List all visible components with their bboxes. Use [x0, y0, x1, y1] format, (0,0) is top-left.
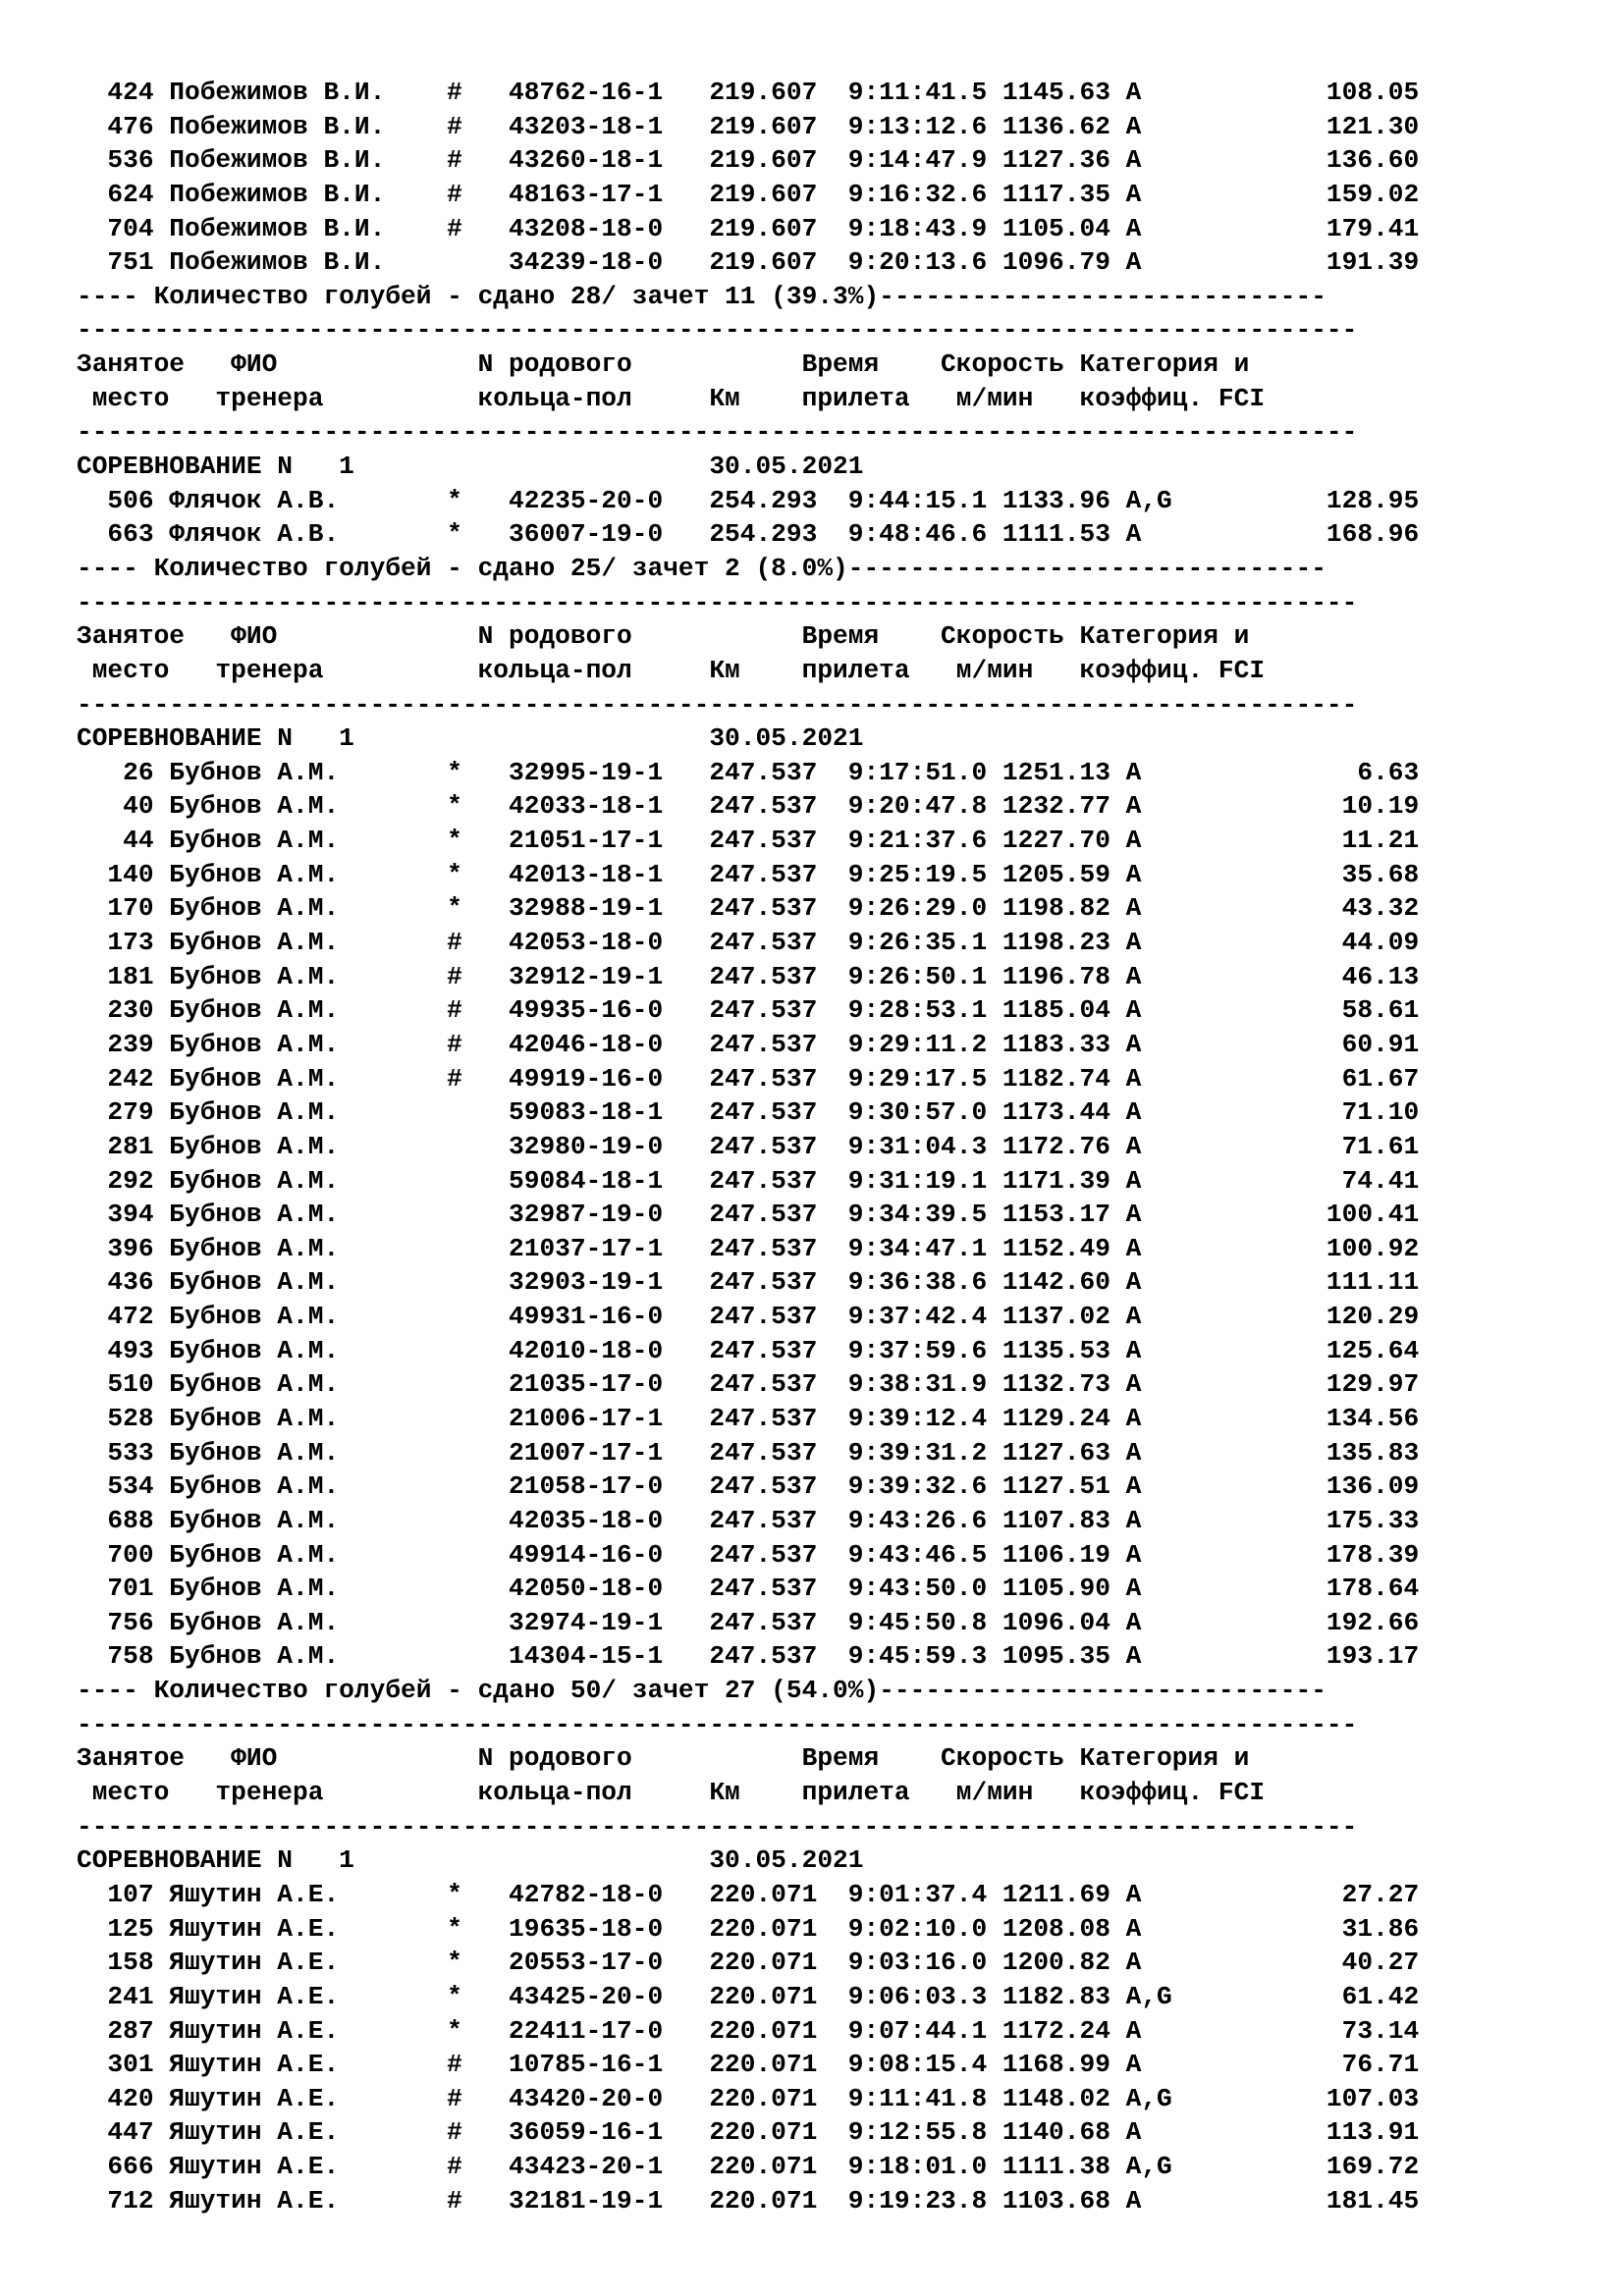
result-row: 472 Бубнов А.М. 49931-16-0 247.537 9:37:42.4 1137.02 A 120.29 — [77, 1302, 1420, 1332]
separator-line: ----------------------------------------------------------------------------------- — [77, 587, 1358, 617]
result-row: 170 Бубнов А.М. * 32988-19-1 247.537 9:26:29.0 1198.82 A 43.32 — [77, 893, 1420, 924]
result-row: 624 Побежимов В.И. # 48163-17-1 219.607 9:16:32.6 1117.35 A 159.02 — [77, 179, 1420, 209]
result-row: 424 Побежимов В.И. # 48762-16-1 219.607 9:11:41.5 1145.63 A 108.05 — [77, 78, 1420, 107]
competition-line: СОРЕВНОВАНИЕ N 1 30.05.2021 — [77, 1845, 864, 1876]
result-row: 279 Бубнов А.М. 59083-18-1 247.537 9:30:57.0 1173.44 A 71.10 — [77, 1097, 1420, 1128]
result-row: 158 Яшутин А.Е. * 20553-17-0 220.071 9:03:16.0 1200.82 A 40.27 — [77, 1948, 1420, 1978]
result-row: 396 Бубнов А.М. 21037-17-1 247.537 9:34:47.1 1152.49 A 100.92 — [77, 1233, 1420, 1263]
result-row: 239 Бубнов А.М. # 42046-18-0 247.537 9:29:11.2 1183.33 A 60.91 — [77, 1029, 1420, 1059]
result-row: 44 Бубнов А.М. * 21051-17-1 247.537 9:21:37.6 1227.70 A 11.21 — [77, 826, 1420, 856]
result-row: 533 Бубнов А.М. 21007-17-1 247.537 9:39:31.2 1127.63 A 135.83 — [77, 1437, 1420, 1468]
column-header-line: Занятое ФИО N родового Время Скорость Категория и — [77, 349, 1250, 380]
result-row: 756 Бубнов А.М. 32974-19-1 247.537 9:45:50.8 1096.04 A 192.66 — [77, 1607, 1420, 1637]
result-row: 173 Бубнов А.М. # 42053-18-0 247.537 9:26:35.1 1198.23 A 44.09 — [77, 928, 1420, 958]
separator-line: ----------------------------------------------------------------------------------- — [77, 315, 1358, 346]
result-row: 107 Яшутин А.Е. * 42782-18-0 220.071 9:01:37.4 1211.69 A 27.27 — [77, 1879, 1420, 1909]
result-row: 758 Бубнов А.М. 14304-15-1 247.537 9:45:59.3 1095.35 A 193.17 — [77, 1641, 1420, 1672]
separator-line: ----------------------------------------------------------------------------------- — [77, 417, 1358, 448]
column-header-line: место тренера кольца-пол Км прилета м/мин коэффиц. FCI — [77, 1778, 1266, 1808]
result-row: 510 Бубнов А.М. 21035-17-0 247.537 9:38:31.9 1132.73 A 129.97 — [77, 1369, 1420, 1400]
result-row: 420 Яшутин А.Е. # 43420-20-0 220.071 9:11:41.8 1148.02 A,G 107.03 — [77, 2083, 1420, 2113]
summary-line: ---- Количество голубей - сдано 28/ зачет 11 (39.3%)----------------------------- — [77, 281, 1326, 311]
summary-line: ---- Количество голубей - сдано 25/ зачет 2 (8.0%)------------------------------- — [77, 553, 1326, 583]
result-row: 26 Бубнов А.М. * 32995-19-1 247.537 9:17:51.0 1251.13 A 6.63 — [77, 757, 1420, 787]
column-header-line: место тренера кольца-пол Км прилета м/мин коэффиц. FCI — [77, 383, 1266, 413]
competition-line: СОРЕВНОВАНИЕ N 1 30.05.2021 — [77, 452, 864, 482]
result-row: 663 Флячок А.В. * 36007-19-0 254.293 9:48:46.6 1111.53 A 168.96 — [77, 519, 1420, 550]
result-row: 301 Яшутин А.Е. # 10785-16-1 220.071 9:08:15.4 1168.99 A 76.71 — [77, 2050, 1420, 2080]
result-row: 534 Бубнов А.М. 21058-17-0 247.537 9:39:32.6 1127.51 A 136.09 — [77, 1471, 1420, 1502]
result-row: 700 Бубнов А.М. 49914-16-0 247.537 9:43:46.5 1106.19 A 178.39 — [77, 1539, 1420, 1570]
result-row: 292 Бубнов А.М. 59084-18-1 247.537 9:31:19.1 1171.39 A 74.41 — [77, 1165, 1420, 1196]
results-printout — [77, 76, 1419, 2217]
result-row: 230 Бубнов А.М. # 49935-16-0 247.537 9:28:53.1 1185.04 A 58.61 — [77, 995, 1420, 1026]
separator-line: ----------------------------------------------------------------------------------- — [77, 1811, 1358, 1842]
result-row: 536 Побежимов В.И. # 43260-18-1 219.607 9:14:47.9 1127.36 A 136.60 — [77, 145, 1420, 176]
column-header-line: Занятое ФИО N родового Время Скорость Категория и — [77, 1743, 1250, 1774]
result-row: 704 Побежимов В.И. # 43208-18-0 219.607 9:18:43.9 1105.04 A 179.41 — [77, 213, 1420, 243]
competition-line: СОРЕВНОВАНИЕ N 1 30.05.2021 — [77, 723, 864, 754]
result-row: 447 Яшутин А.Е. # 36059-16-1 220.071 9:12:55.8 1140.68 A 113.91 — [77, 2117, 1420, 2148]
summary-line: ---- Количество голубей - сдано 50/ зачет 27 (54.0%)----------------------------- — [77, 1676, 1326, 1706]
result-row: 666 Яшутин А.Е. # 43423-20-1 220.071 9:18:01.0 1111.38 A,G 169.72 — [77, 2152, 1420, 2182]
result-row: 281 Бубнов А.М. 32980-19-0 247.537 9:31:04.3 1172.76 A 71.61 — [77, 1131, 1420, 1161]
result-row: 688 Бубнов А.М. 42035-18-0 247.537 9:43:26.6 1107.83 A 175.33 — [77, 1505, 1420, 1535]
result-row: 241 Яшутин А.Е. * 43425-20-0 220.071 9:06:03.3 1182.83 A,G 61.42 — [77, 1981, 1420, 2011]
result-row: 242 Бубнов А.М. # 49919-16-0 247.537 9:29:17.5 1182.74 A 61.67 — [77, 1063, 1420, 1094]
result-row: 476 Побежимов В.И. # 43203-18-1 219.607 9:13:12.6 1136.62 A 121.30 — [77, 111, 1420, 141]
result-row: 506 Флячок А.В. * 42235-20-0 254.293 9:44:15.1 1133.96 A,G 128.95 — [77, 485, 1420, 515]
separator-line: ----------------------------------------------------------------------------------- — [77, 1709, 1358, 1739]
column-header-line: место тренера кольца-пол Км прилета м/мин коэффиц. FCI — [77, 655, 1266, 685]
result-row: 436 Бубнов А.М. 32903-19-1 247.537 9:36:38.6 1142.60 A 111.11 — [77, 1267, 1420, 1298]
result-row: 712 Яшутин А.Е. # 32181-19-1 220.071 9:19:23.8 1103.68 A 181.45 — [77, 2185, 1420, 2216]
result-row: 394 Бубнов А.М. 32987-19-0 247.537 9:34:39.5 1153.17 A 100.41 — [77, 1200, 1420, 1230]
result-row: 287 Яшутин А.Е. * 22411-17-0 220.071 9:07:44.1 1172.24 A 73.14 — [77, 2015, 1420, 2046]
column-header-line: Занятое ФИО N родового Время Скорость Категория и — [77, 621, 1250, 652]
separator-line: ----------------------------------------------------------------------------------- — [77, 689, 1358, 720]
result-row: 751 Побежимов В.И. 34239-18-0 219.607 9:20:13.6 1096.79 A 191.39 — [77, 247, 1420, 278]
result-row: 40 Бубнов А.М. * 42033-18-1 247.537 9:20:47.8 1232.77 A 10.19 — [77, 791, 1420, 822]
result-row: 528 Бубнов А.М. 21006-17-1 247.537 9:39:12.4 1129.24 A 134.56 — [77, 1403, 1420, 1433]
result-row: 140 Бубнов А.М. * 42013-18-1 247.537 9:25:19.5 1205.59 A 35.68 — [77, 859, 1420, 889]
result-row: 181 Бубнов А.М. # 32912-19-1 247.537 9:26:50.1 1196.78 A 46.13 — [77, 961, 1420, 991]
result-row: 701 Бубнов А.М. 42050-18-0 247.537 9:43:50.0 1105.90 A 178.64 — [77, 1574, 1420, 1604]
result-row: 125 Яшутин А.Е. * 19635-18-0 220.071 9:02:10.0 1208.08 A 31.86 — [77, 1913, 1420, 1944]
result-row: 493 Бубнов А.М. 42010-18-0 247.537 9:37:59.6 1135.53 A 125.64 — [77, 1335, 1420, 1365]
